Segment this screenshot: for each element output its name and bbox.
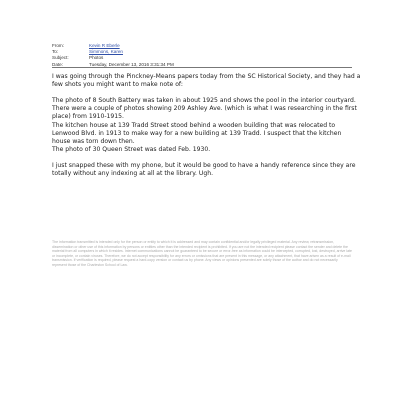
body-line: The photo of 8 South Battery was taken in about 1925 and shows the pool in the interior courtyard. <box>52 96 356 104</box>
body-line: house was torn down then. <box>52 137 135 145</box>
body-line: Lenwood Blvd. in 1913 to make way for a new building at 139 Tradd. I suspect that the kitchen <box>52 129 342 137</box>
from-label: From: <box>52 43 64 48</box>
header-divider <box>52 67 352 68</box>
body-line: place) from 1910-1915. <box>52 113 124 121</box>
from-value[interactable]: Kevin R Eberle <box>89 43 120 48</box>
date-label: Date: <box>52 61 63 67</box>
to-value[interactable]: Simmons, Karen <box>89 49 123 55</box>
date-value: Tuesday, December 13, 2016 3:31:34 PM <box>89 61 174 67</box>
subject-value: Photos <box>89 55 104 61</box>
body-paragraph-photos <box>52 97 362 154</box>
subject-label: Subject: <box>52 55 69 61</box>
body-line: few shots you might want to make note of: <box>52 81 183 89</box>
body-paragraph-intro <box>52 73 362 89</box>
body-line: There were a couple of photos showing 209 Ashley Ave. (which is what I was researching in the first <box>52 105 357 113</box>
legal-disclaimer: The information transmitted is intended only for the person or entity to which it is addressed and may contain confidential and/or legally privileged material. Any review, retransmission, dissemination or other use of this information by persons or entities other than the intended recipient is prohibited. If you are not the intended recipient please contact the sender and delete the material from all computers in which it resides. Internet communications cannot be guaranteed to be secure or error-free as information could be intercepted, corrupted, lost, destroyed, arrive late or incomplete, or contain viruses. Therefore, we do not accept responsibility for any errors or omissions that are present in this message, or any attachment, that have arisen as a result of e-mail transmission. If verification is required, please request a hard-copy version or contact us by phone. Any views or opinions presented are solely those of the author and do not necessarily represent those of the Charleston School of Law. <box>52 240 352 267</box>
body-paragraph-closing <box>52 162 362 178</box>
to-label: To: <box>52 49 59 55</box>
email-body <box>52 73 362 186</box>
email-header <box>52 43 352 68</box>
body-line: I just snapped these with my phone, but it would be good to have a handy reference since they are <box>52 161 356 169</box>
body-line: totally without any indexing at all at the library. Ugh. <box>52 170 214 178</box>
body-line: I was going through the Pinckney-Means papers today from the SC Historical Society, and they had a <box>52 73 361 80</box>
body-line: The photo of 30 Queen Street was dated Feb. 1930. <box>52 146 211 154</box>
body-line: The kitchen house at 139 Tradd Street stood behind a wooden building that was relocated to <box>52 121 336 129</box>
